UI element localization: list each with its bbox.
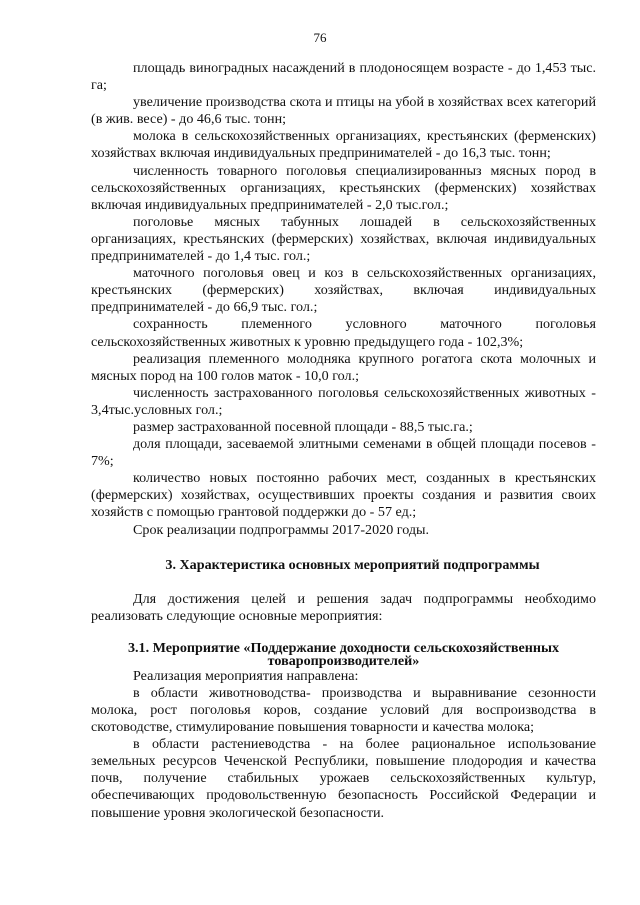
subsection-3-1-lead: Реализация мероприятия направлена: (133, 667, 359, 684)
section-3-heading: 3. Характеристика основных мероприятий подпрограммы (165, 556, 540, 573)
paragraph-insured-livestock: численность застрахованного поголовья сельскохозяйственных животных - 3,4тыс.условных гол.; (91, 384, 596, 418)
subsection-3-1-heading (91, 639, 596, 669)
paragraph-insured-area: размер застрахованной посевной площади - 88,5 тыс.га.; (133, 418, 473, 435)
document-body (91, 60, 596, 822)
paragraph-livestock-area: в области животноводства- производства и выравнивание сезонности молока, рост поголовья коров, создание условий для воспроизводства в скотоводстве, стимулирование повышения товарности и качества молока; (91, 684, 596, 736)
paragraph-meat-breeds: численность товарного поголовья специализированныз мясных пород в сельскохозяйственных организациях, крестьянских (ферменских) хозяйствах включая индивидуальных предпринимателей - 2,0 тыс.гол.; (91, 162, 596, 213)
paragraph-vineyard-area: площадь виноградных насаждений в плодоносящем возрасте - до 1,453 тыс. га; (91, 60, 596, 94)
subsection-3-1-heading-line-2: товаропроизводителей» (267, 652, 420, 669)
paragraph-implementation-period: Срок реализации подпрограммы 2017-2020 годы. (133, 521, 429, 538)
paragraph-new-jobs: количество новых постоянно рабочих мест, созданных в крестьянских (фермерских) хозяйствах, осуществивших проекты создания и развития своих хозяйств с помощью грантовой поддержки до - 57 ед.; (91, 470, 596, 521)
paragraph-milk-production: молока в сельскохозяйственных организациях, крестьянских (ферменских) хозяйствах включая индивидуальных предпринимателей - до 16,3 тыс. тонн; (91, 128, 596, 162)
paragraph-crop-area: в области растениеводства - на более рациональное использование земельных ресурсов Чеченской Республики, повышение плодородия и качества почв, получение стабильных урожаев сельскохозяйственных культур, обеспечивающих продовольственную безопасность Российской Федерации и повышение уровня экологической безопасности. (91, 736, 596, 821)
paragraph-elite-seeds: доля площади, засеваемой элитными семенами в общей площади посевов - 7%; (91, 436, 596, 470)
paragraph-sheep-goats: маточного поголовья овец и коз в сельскохозяйственных организациях, крестьянских (фермерских) хозяйствах, включая индивидуальных предпринимателей - до 66,9 тыс. гол.; (91, 265, 596, 316)
subsection-3-1-heading-line-1: 3.1. Мероприятие «Поддержание доходности сельскохозяйственных (127, 639, 560, 656)
page-number: 76 (313, 30, 327, 45)
paragraph-horses: поголовье мясных табунных лошадей в сельскохозяйственных организациях, крестьянских (фермерских) хозяйствах, включая индивидуальных предпринимателей - до 1,4 тыс. гол.; (91, 213, 596, 265)
paragraph-livestock-production: увеличение производства скота и птицы на убой в хозяйствах всех категорий (в жив. весе) - до 46,6 тыс. тонн; (91, 94, 596, 128)
paragraph-breeding-stock: сохранность племенного условного маточного поголовья сельскохозяйственных животных к уровню предыдущего года - 102,3%; (91, 316, 596, 350)
paragraph-young-cattle: реализация племенного молодняка крупного рогатога скота молочных и мясных пород на 100 голов маток - 10,0 гол.; (91, 350, 596, 384)
section-3-intro: Для достижения целей и решения задач подпрограммы необходимо реализовать следующие основные мероприятия: (91, 590, 596, 624)
